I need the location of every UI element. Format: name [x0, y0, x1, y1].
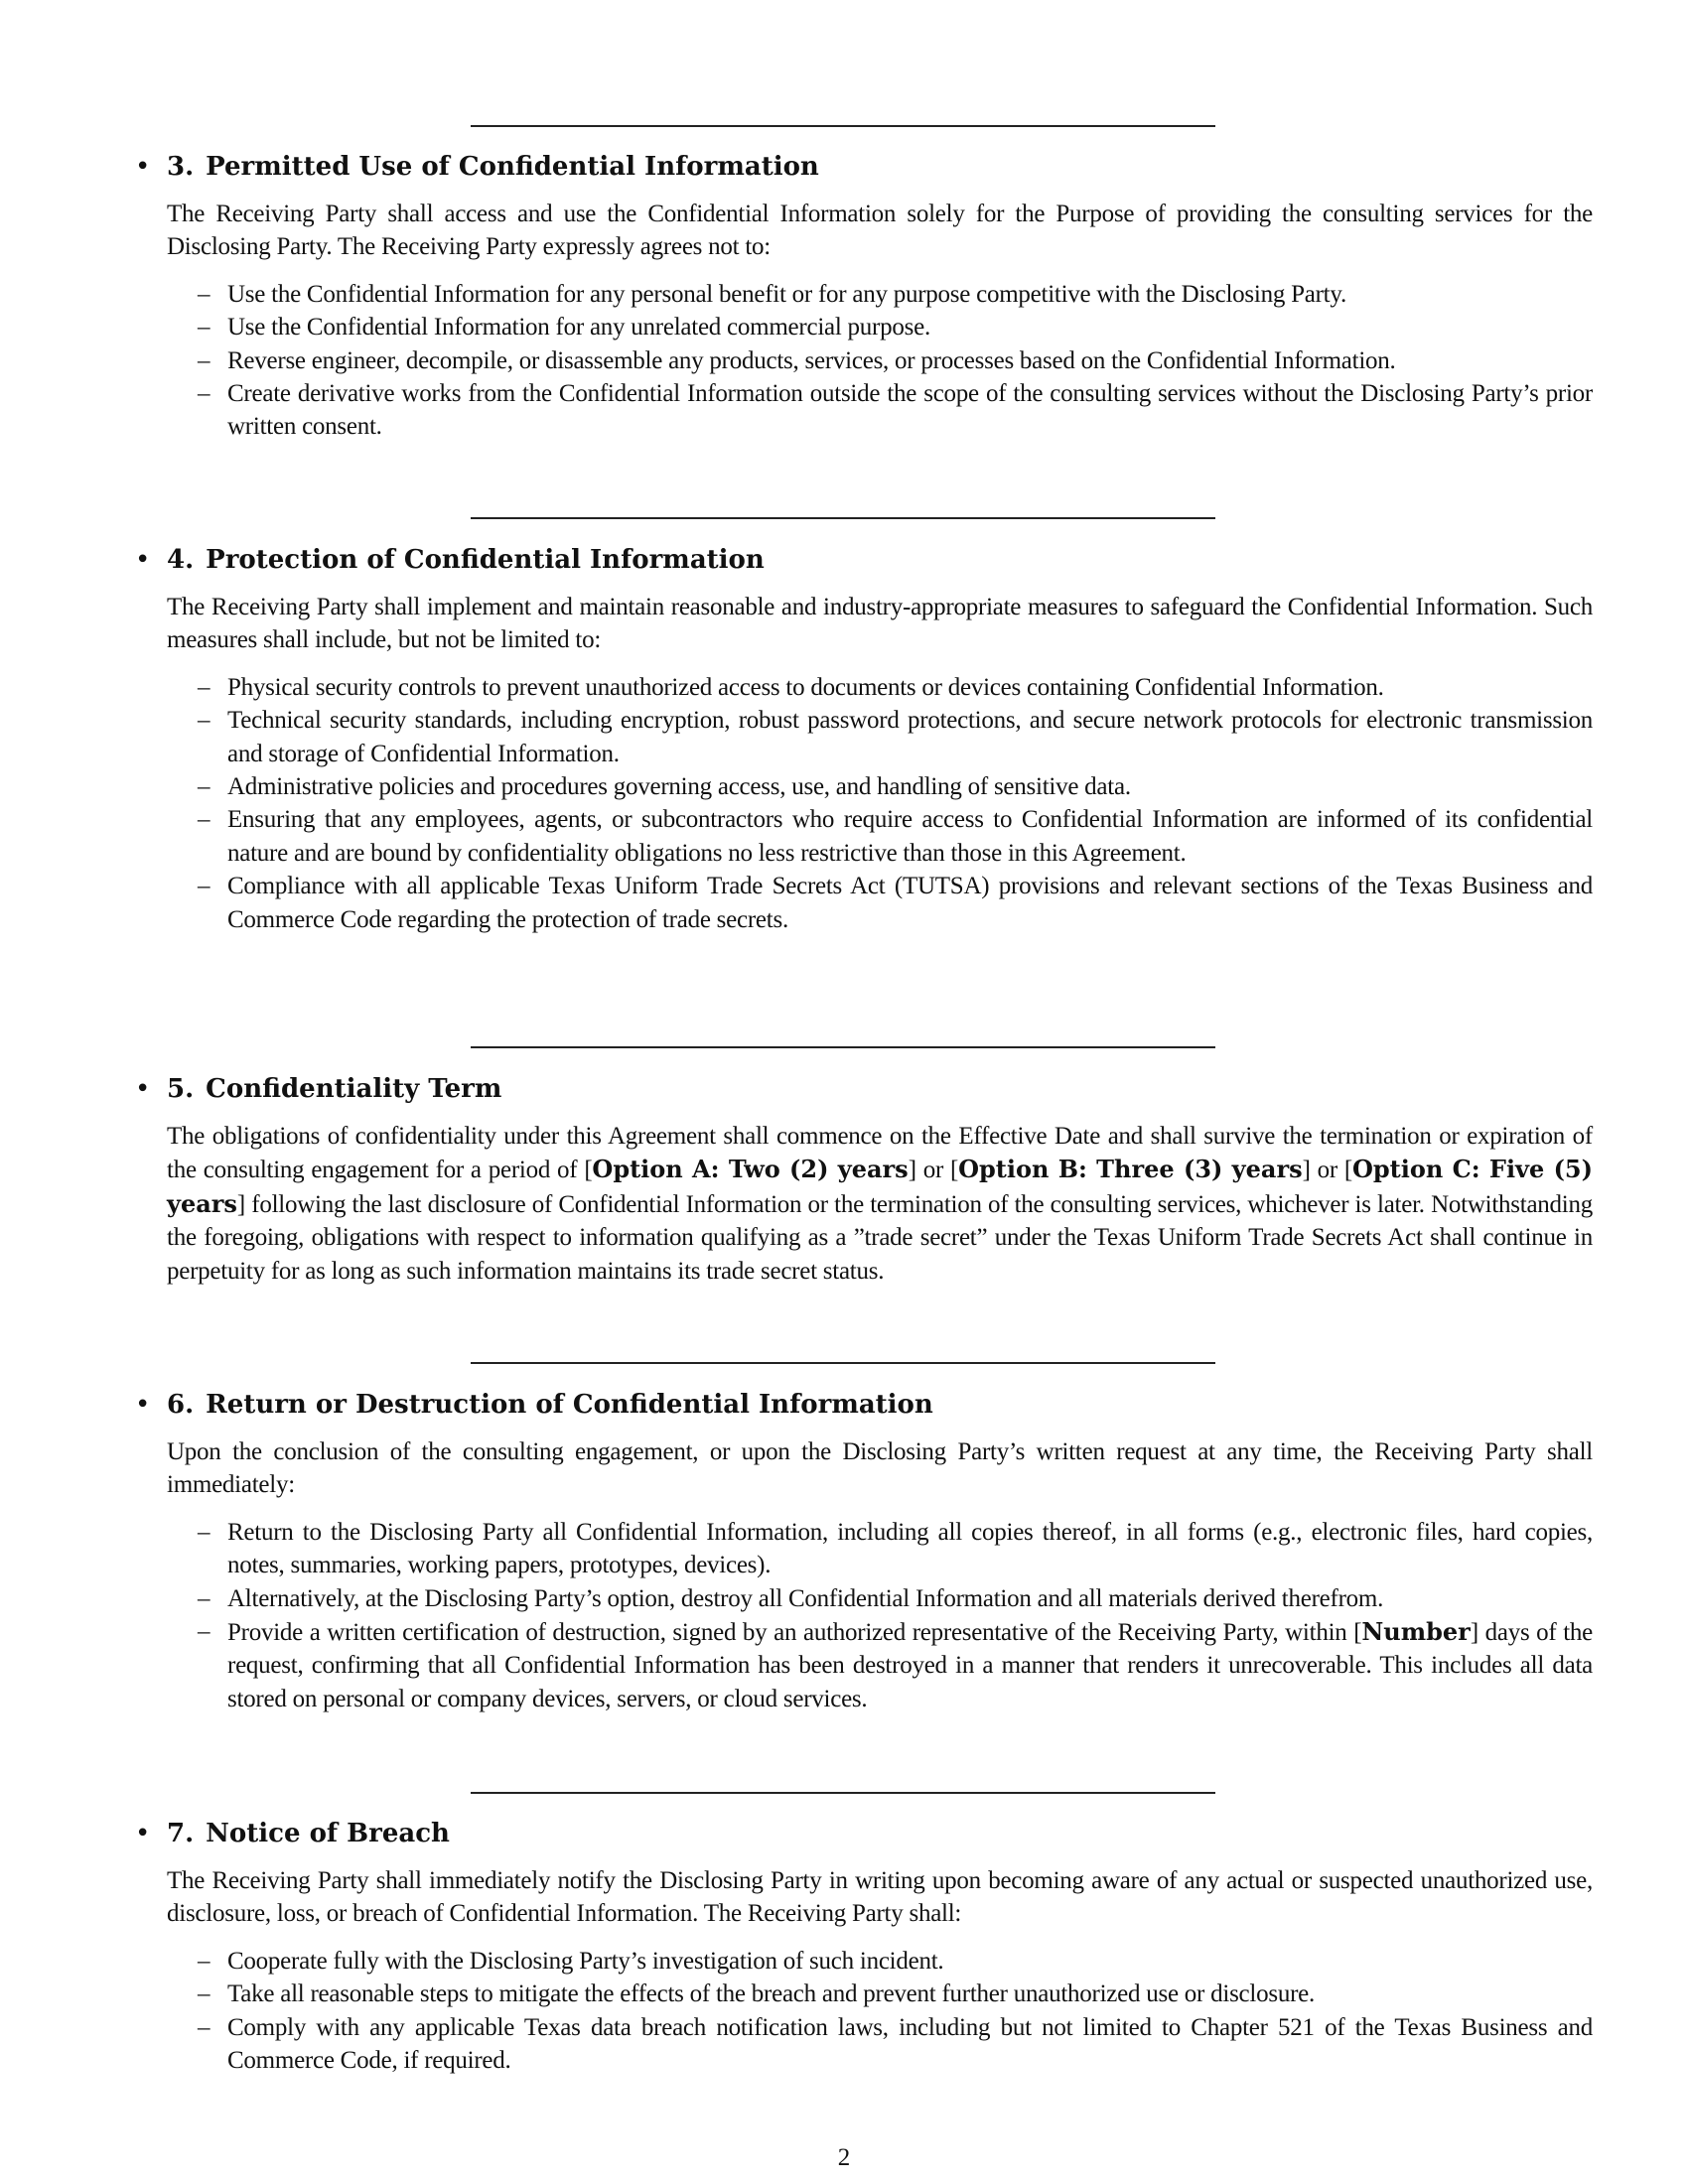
section-intro: Upon the conclusion of the consulting engagement, or upon the Disclosing Party’s written request at any time, the Receiving Party shall immediately: [167, 1438, 1593, 1499]
sub-list [167, 278, 1593, 444]
list-item: – Ensuring that any employees, agents, or subcontractors who require access to Confidential Information are informed of its confidential nature and are bound by confidentiality obligations no less restrictive than those in this Agreement. [167, 803, 1593, 870]
dash-icon: – [198, 806, 211, 834]
section-number: 7. [167, 1819, 195, 1848]
section-title: Confidentiality Term [206, 1074, 502, 1104]
list-item: – Cooperate fully with the Disclosing Party’s investigation of such incident. [167, 1945, 1593, 1978]
section-divider [471, 517, 1215, 519]
section-intro: The Receiving Party shall implement and maintain reasonable and industry-appropriate measures to safeguard the Confidential Information. Such measures shall include, but not be limited to: [167, 594, 1593, 654]
number-placeholder: Number [1361, 1617, 1471, 1647]
term-option-b: Option B: Three (3) years [958, 1155, 1303, 1184]
dash-icon: – [198, 280, 211, 308]
dash-icon: – [198, 314, 211, 341]
list-item: – Technical security standards, including encryption, robust password protections, and secure network protocols for electronic transmission and storage of Confidential Information. [167, 704, 1593, 770]
dash-icon: – [198, 1947, 211, 1975]
list-item: – Return to the Disclosing Party all Confidential Information, including all copies thereof, in all forms (e.g., electronic files, hard copies, notes, summaries, working papers, prototypes, devices). [167, 1516, 1593, 1582]
section-6 [135, 1389, 1593, 1715]
bullet-icon: • [135, 545, 151, 575]
bullet-icon: • [135, 1074, 151, 1104]
list-item: – Administrative policies and procedures governing access, use, and handling of sensitive data. [167, 770, 1593, 803]
dash-icon: – [198, 773, 211, 801]
bullet-icon: • [135, 1819, 151, 1848]
section-number: 4. [167, 545, 195, 575]
list-item: – Create derivative works from the Confidential Information outside the scope of the consulting services without the Disclosing Party’s prior written consent. [167, 377, 1593, 444]
section-divider [471, 1792, 1215, 1794]
dash-icon: – [198, 1584, 211, 1612]
section-title: Return or Destruction of Confidential Information [206, 1390, 933, 1420]
section-heading [135, 1389, 1593, 1422]
bullet-icon: • [135, 1390, 151, 1420]
section-7 [135, 1818, 1593, 2077]
list-item: – Physical security controls to prevent unauthorized access to documents or devices containing Confidential Information. [167, 671, 1593, 704]
section-title: Protection of Confidential Information [206, 545, 765, 575]
section-intro: The Receiving Party shall access and use the Confidential Information solely for the Purpose of providing the consulting services for the Disclosing Party. The Receiving Party expressly agrees not to: [167, 201, 1593, 261]
sub-list [167, 671, 1593, 936]
section-title: Permitted Use of Confidential Information [206, 152, 819, 182]
section-heading [135, 1073, 1593, 1106]
dash-icon: – [198, 1980, 211, 2008]
list-item: – Comply with any applicable Texas data breach notification laws, including but not limited to Chapter 521 of the Texas Business and Commerce Code, if required. [167, 2011, 1593, 2078]
term-option-a: Option A: Two (2) years [592, 1155, 909, 1184]
bullet-icon: • [135, 152, 151, 182]
section-heading [135, 151, 1593, 184]
section-divider [471, 125, 1215, 127]
sub-list [167, 1945, 1593, 2078]
dash-icon: – [198, 873, 211, 900]
list-item: – Alternatively, at the Disclosing Party’s option, destroy all Confidential Information and all materials derived therefrom. [167, 1582, 1593, 1615]
dash-icon: – [198, 346, 211, 374]
sub-list [167, 1516, 1593, 1715]
dash-icon: – [198, 673, 211, 701]
section-5 [135, 1073, 1593, 1288]
dash-icon: – [198, 1618, 211, 1646]
section-number: 3. [167, 152, 195, 182]
section-4 [135, 544, 1593, 936]
term-option-c: Option C: Five (5) years [167, 1155, 1593, 1218]
section-number: 5. [167, 1074, 195, 1104]
section-divider [471, 1046, 1215, 1048]
dash-icon: – [198, 380, 211, 408]
section-divider [471, 1362, 1215, 1364]
dash-icon: – [198, 1518, 211, 1546]
page-number: 2 [837, 2144, 851, 2171]
section-number: 6. [167, 1390, 195, 1420]
section-3 [135, 151, 1593, 444]
list-item: – Use the Confidential Information for any personal benefit or for any purpose competitive with the Disclosing Party. [167, 278, 1593, 311]
section-heading [135, 1818, 1593, 1850]
list-item: – Reverse engineer, decompile, or disassemble any products, services, or processes based on the Confidential Information. [167, 344, 1593, 377]
list-item: – Take all reasonable steps to mitigate the effects of the breach and prevent further unauthorized use or disclosure. [167, 1978, 1593, 2010]
list-item: – Use the Confidential Information for any unrelated commercial purpose. [167, 311, 1593, 343]
section-heading [135, 544, 1593, 577]
list-item: – Compliance with all applicable Texas Uniform Trade Secrets Act (TUTSA) provisions and relevant sections of the Texas Business and Commerce Code regarding the protection of trade secrets. [167, 870, 1593, 936]
section-intro: The Receiving Party shall immediately notify the Disclosing Party in writing upon becoming aware of any actual or suspected unauthorized use, disclosure, loss, or breach of Confidential Information. The Receiving Party shall: [167, 1867, 1593, 1928]
list-item: – Provide a written certification of destruction, signed by an authorized representative of the Receiving Party, within [Number] days of the request, confirming that all Confidential Information has been destroyed in a manner that renders it unrecoverable. This includes all data stored on personal or company devices, servers, or cloud services. [198, 1617, 1593, 1712]
section-body: The obligations of confidentiality under this Agreement shall commence on the Effective Date and shall survive the termination or expiration of the consulting engagement for a period of [Option A: Two (2) years] or [Option B: Three (3) years] or [Option C: Five (5) years] following the last disclosure of Confidential Information or the termination of the consulting services, whichever is later. Notwithstanding the foregoing, obligations with respect to information qualifying as a ”trade secret” under the Texas Uniform Trade Secrets Act shall continue in perpetuity for as long as such information maintains its trade secret status. [167, 1123, 1593, 1285]
dash-icon: – [198, 2013, 211, 2041]
dash-icon: – [198, 707, 211, 735]
section-title: Notice of Breach [206, 1819, 450, 1848]
